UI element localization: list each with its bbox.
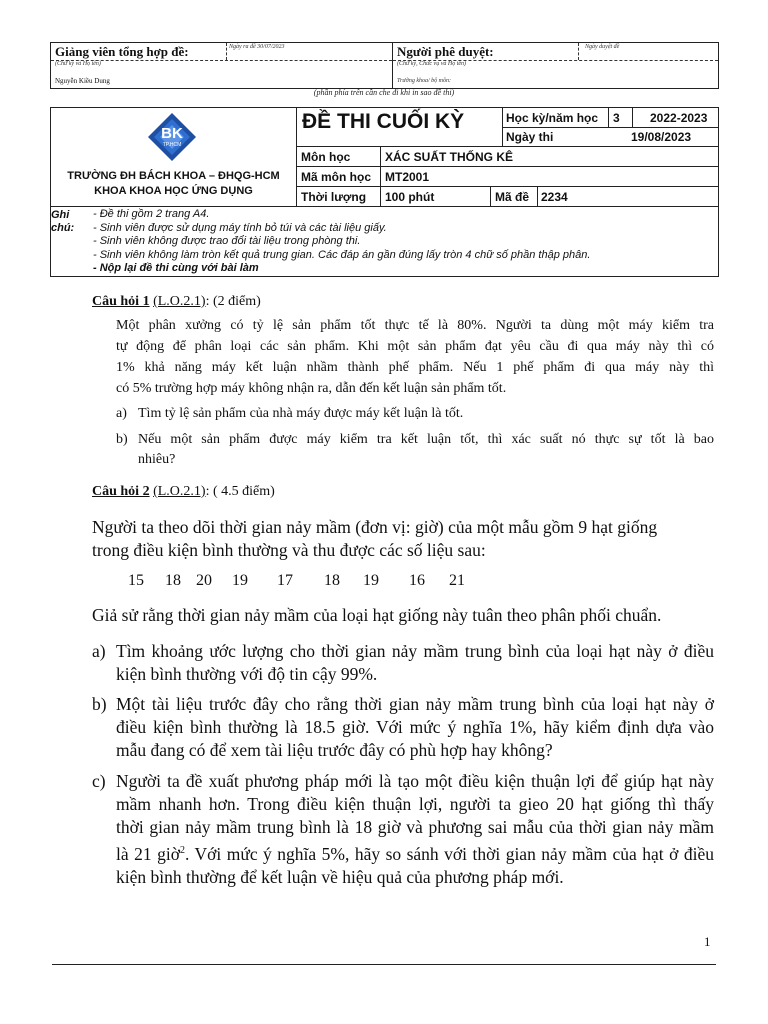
question-2-intro: Người ta theo dõi thời gian nảy mầm (đơn vị: giờ) của một mẫu gồm 9 hạt giống trong điều kiện bình thường và thu được các số liệu sau:	[92, 517, 658, 560]
question-2-title: Câu hỏi 2	[92, 484, 150, 499]
data-value: 18	[165, 572, 181, 589]
exam-code-value: 2234	[541, 190, 568, 204]
subject-label: Môn học	[301, 150, 351, 164]
data-value: 16	[409, 572, 425, 589]
semester-label: Học kỳ/năm học	[506, 111, 599, 125]
question-2-part-c-label: c)	[92, 771, 106, 791]
data-value: 18	[324, 572, 340, 589]
question-2-part-b-label: b)	[92, 694, 107, 714]
question-1-points: : (2 điểm)	[205, 294, 261, 309]
data-value: 21	[449, 572, 465, 589]
page-number: 1	[704, 934, 711, 949]
faculty-name: KHOA KHOA HỌC ỨNG DỤNG	[94, 185, 253, 197]
question-1-body: Một phân xưởng có tỷ lệ sản phẩm tốt thực tế là 80%. Người ta dùng một máy kiểm tra tự động để phân loại các sản phẩm. Khi một sản phẩm đạt yêu cầu đi qua máy này thì có 1% khả năng máy kết luận nhầm thành phế phẩm. Nếu 1 phế phẩm đi qua máy này thì có 5% trường hợp máy không nhận ra, dẫn đến kết luận sản phẩm tốt.	[116, 318, 714, 396]
cut-note: (phần phía trên cần che đi khi in sao đề thi)	[313, 88, 455, 97]
data-value: 19	[232, 572, 248, 589]
question-2-assumption: Giả sử rằng thời gian nảy mầm của loại hạt giống này tuân theo phân phối chuẩn.	[92, 605, 662, 625]
year-value: 2022-2023	[650, 111, 708, 125]
compiler-label: Giảng viên tổng hợp đề:	[55, 44, 189, 59]
duration-value: 100 phút	[385, 190, 435, 204]
question-1-part-b: b)	[116, 432, 128, 447]
question-1-lo: (L.O.2.1)	[153, 294, 206, 309]
notes-list	[93, 208, 590, 276]
course-code-label: Mã môn học	[301, 170, 372, 184]
logo-text: BK	[161, 125, 183, 142]
data-value: 20	[196, 572, 212, 589]
question-1-part-b-text: Nếu một sản phẩm được máy kiểm tra kết luận tốt, thì xác suất nó thực sự tốt là bao nhiêu?	[138, 432, 714, 467]
compiler-date-hint: Ngày ra đề 30/07/2023	[229, 44, 285, 50]
exam-title: ĐỀ THI CUỐI KỲ	[302, 110, 465, 133]
question-2-points: : ( 4.5 điểm)	[205, 484, 275, 499]
approver-date-hint: Ngày duyệt đề	[585, 44, 620, 50]
compiler-sign-hint: (Chữ ký và Họ tên)	[55, 61, 101, 67]
note-item: - Nộp lại đề thi cùng với bài làm	[93, 262, 259, 274]
compiler-name: Nguyễn Kiều Dung	[55, 77, 110, 85]
logo-subtext: TP.HCM	[162, 142, 182, 148]
question-2-heading	[92, 482, 275, 502]
question-2-part-a-label: a)	[92, 641, 106, 661]
question-1-title: Câu hỏi 1	[92, 294, 150, 309]
notes-label: Ghi chú:	[51, 209, 75, 234]
exam-code-label: Mã đề	[495, 190, 530, 204]
footer-rule	[52, 964, 716, 965]
note-item: - Đề thi gồm 2 trang A4.	[93, 208, 210, 220]
exam-date-value: 19/08/2023	[631, 130, 692, 144]
note-item: - Sinh viên được sử dụng máy tính bỏ túi và các tài liệu giấy.	[93, 221, 387, 234]
question-1-part-a: a) Tìm tỷ lệ sản phẩm của nhà máy được máy kết luận là tốt.	[116, 406, 464, 421]
duration-label: Thời lượng	[301, 190, 367, 204]
data-value: 15	[128, 572, 144, 589]
question-1-heading	[92, 292, 261, 312]
question-2-part-b: Một tài liệu trước đây cho rằng thời gian nảy mầm trung bình của loại hạt này ở điều kiện bình thường là 18.5 giờ. Với mức ý nghĩa 1%, hãy kiểm định dựa vào mẫu đang có để xem tài liệu trước đây có phù hợp hay không?	[116, 694, 714, 760]
exam-date-label: Ngày thi	[506, 130, 554, 144]
question-2-lo: (L.O.2.1)	[153, 484, 206, 499]
course-code-value: MT2001	[385, 170, 430, 184]
question-2-part-a: Tìm khoảng ước lượng cho thời gian nảy mầm trung bình của loại hạt này ở điều kiện bình thường với độ tin cậy 99%.	[116, 641, 714, 684]
question-2-part-c: Người ta đề xuất phương pháp mới là tạo một điều kiện thuận lợi để giúp hạt này mầm nhanh hơn. Trong điều kiện thuận lợi, người ta gieo 20 hạt giống thì thấy thời gian nảy mầm trung bình là 18 giờ và phương sai mẫu của thời gian nảy mầm là 21 giờ$^2$. Với mức ý nghĩa 5%, hãy so sánh với thời gian nảy mầm của hạt ở điều kiện bình thường để kết luận về hiệu quả của phương pháp mới.	[116, 771, 714, 887]
note-item: - Sinh viên không làm tròn kết quả trung gian. Các đáp án gần đúng lấy tròn 4 chữ số phần thập phân.	[93, 248, 591, 261]
data-value: 19	[363, 572, 379, 589]
approver-label: Người phê duyệt:	[397, 44, 494, 59]
subject-value: XÁC SUẤT THỐNG KÊ	[385, 150, 514, 164]
university-logo	[146, 111, 198, 163]
approver-role-hint: Trường khoa/ bộ môn:	[397, 78, 451, 84]
note-item: - Sinh viên không được trao đổi tài liệu trong phòng thi.	[93, 235, 361, 247]
data-value: 17	[277, 572, 293, 589]
school-name: TRƯỜNG ĐH BÁCH KHOA – ĐHQG-HCM	[67, 170, 280, 182]
semester-value: 3	[613, 111, 620, 125]
approver-sign-hint: (Chữ ký, Chức vụ và Họ tên)	[397, 61, 467, 67]
